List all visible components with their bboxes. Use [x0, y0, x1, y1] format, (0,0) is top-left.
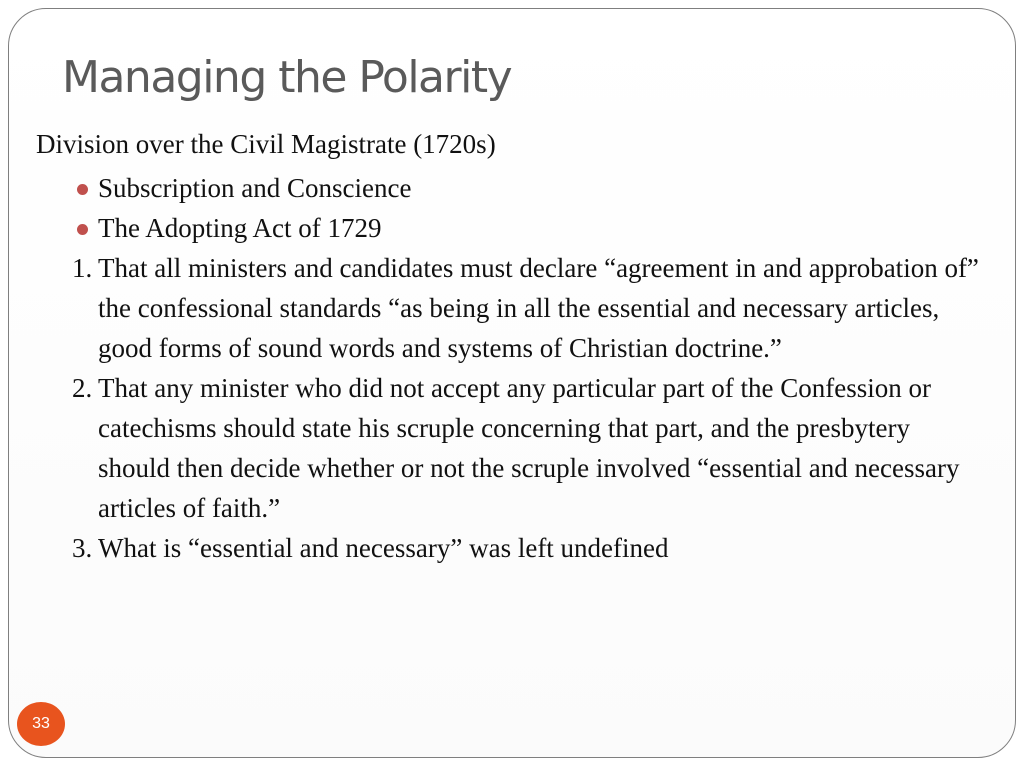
slide-title: Managing the Polarity — [62, 52, 512, 103]
numbered-item — [72, 248, 986, 368]
numbered-item — [72, 528, 986, 568]
numbered-item — [72, 368, 986, 528]
slide-subheading: Division over the Civil Magistrate (1720s) — [36, 129, 496, 159]
bullet-item — [74, 208, 986, 248]
item-text: That any minister who did not accept any particular part of the Confession or catechisms should state his scruple concerning that part, and the presbytery should then decide whether or not the scruple involved “essential and necessary articles of faith.” — [98, 373, 960, 523]
slide-body — [36, 124, 986, 568]
item-number: 2. — [72, 373, 93, 403]
bullet-dot-icon — [77, 224, 88, 235]
bullet-list — [36, 168, 986, 248]
item-number: 3. — [72, 533, 93, 563]
bullet-text: The Adopting Act of 1729 — [98, 213, 382, 243]
bullet-text: Subscription and Conscience — [98, 173, 412, 203]
item-text: That all ministers and candidates must declare “agreement in and approbation of” the confessional standards “as being in all the essential and necessary articles, good forms of sound words and systems of Christian doctrine.” — [98, 253, 979, 363]
bullet-dot-icon — [77, 184, 88, 195]
item-text: What is “essential and necessary” was left undefined — [98, 533, 669, 563]
page-number-badge: 33 — [17, 702, 65, 746]
numbered-list — [36, 248, 986, 568]
item-number: 1. — [72, 253, 93, 283]
bullet-item — [74, 168, 986, 208]
